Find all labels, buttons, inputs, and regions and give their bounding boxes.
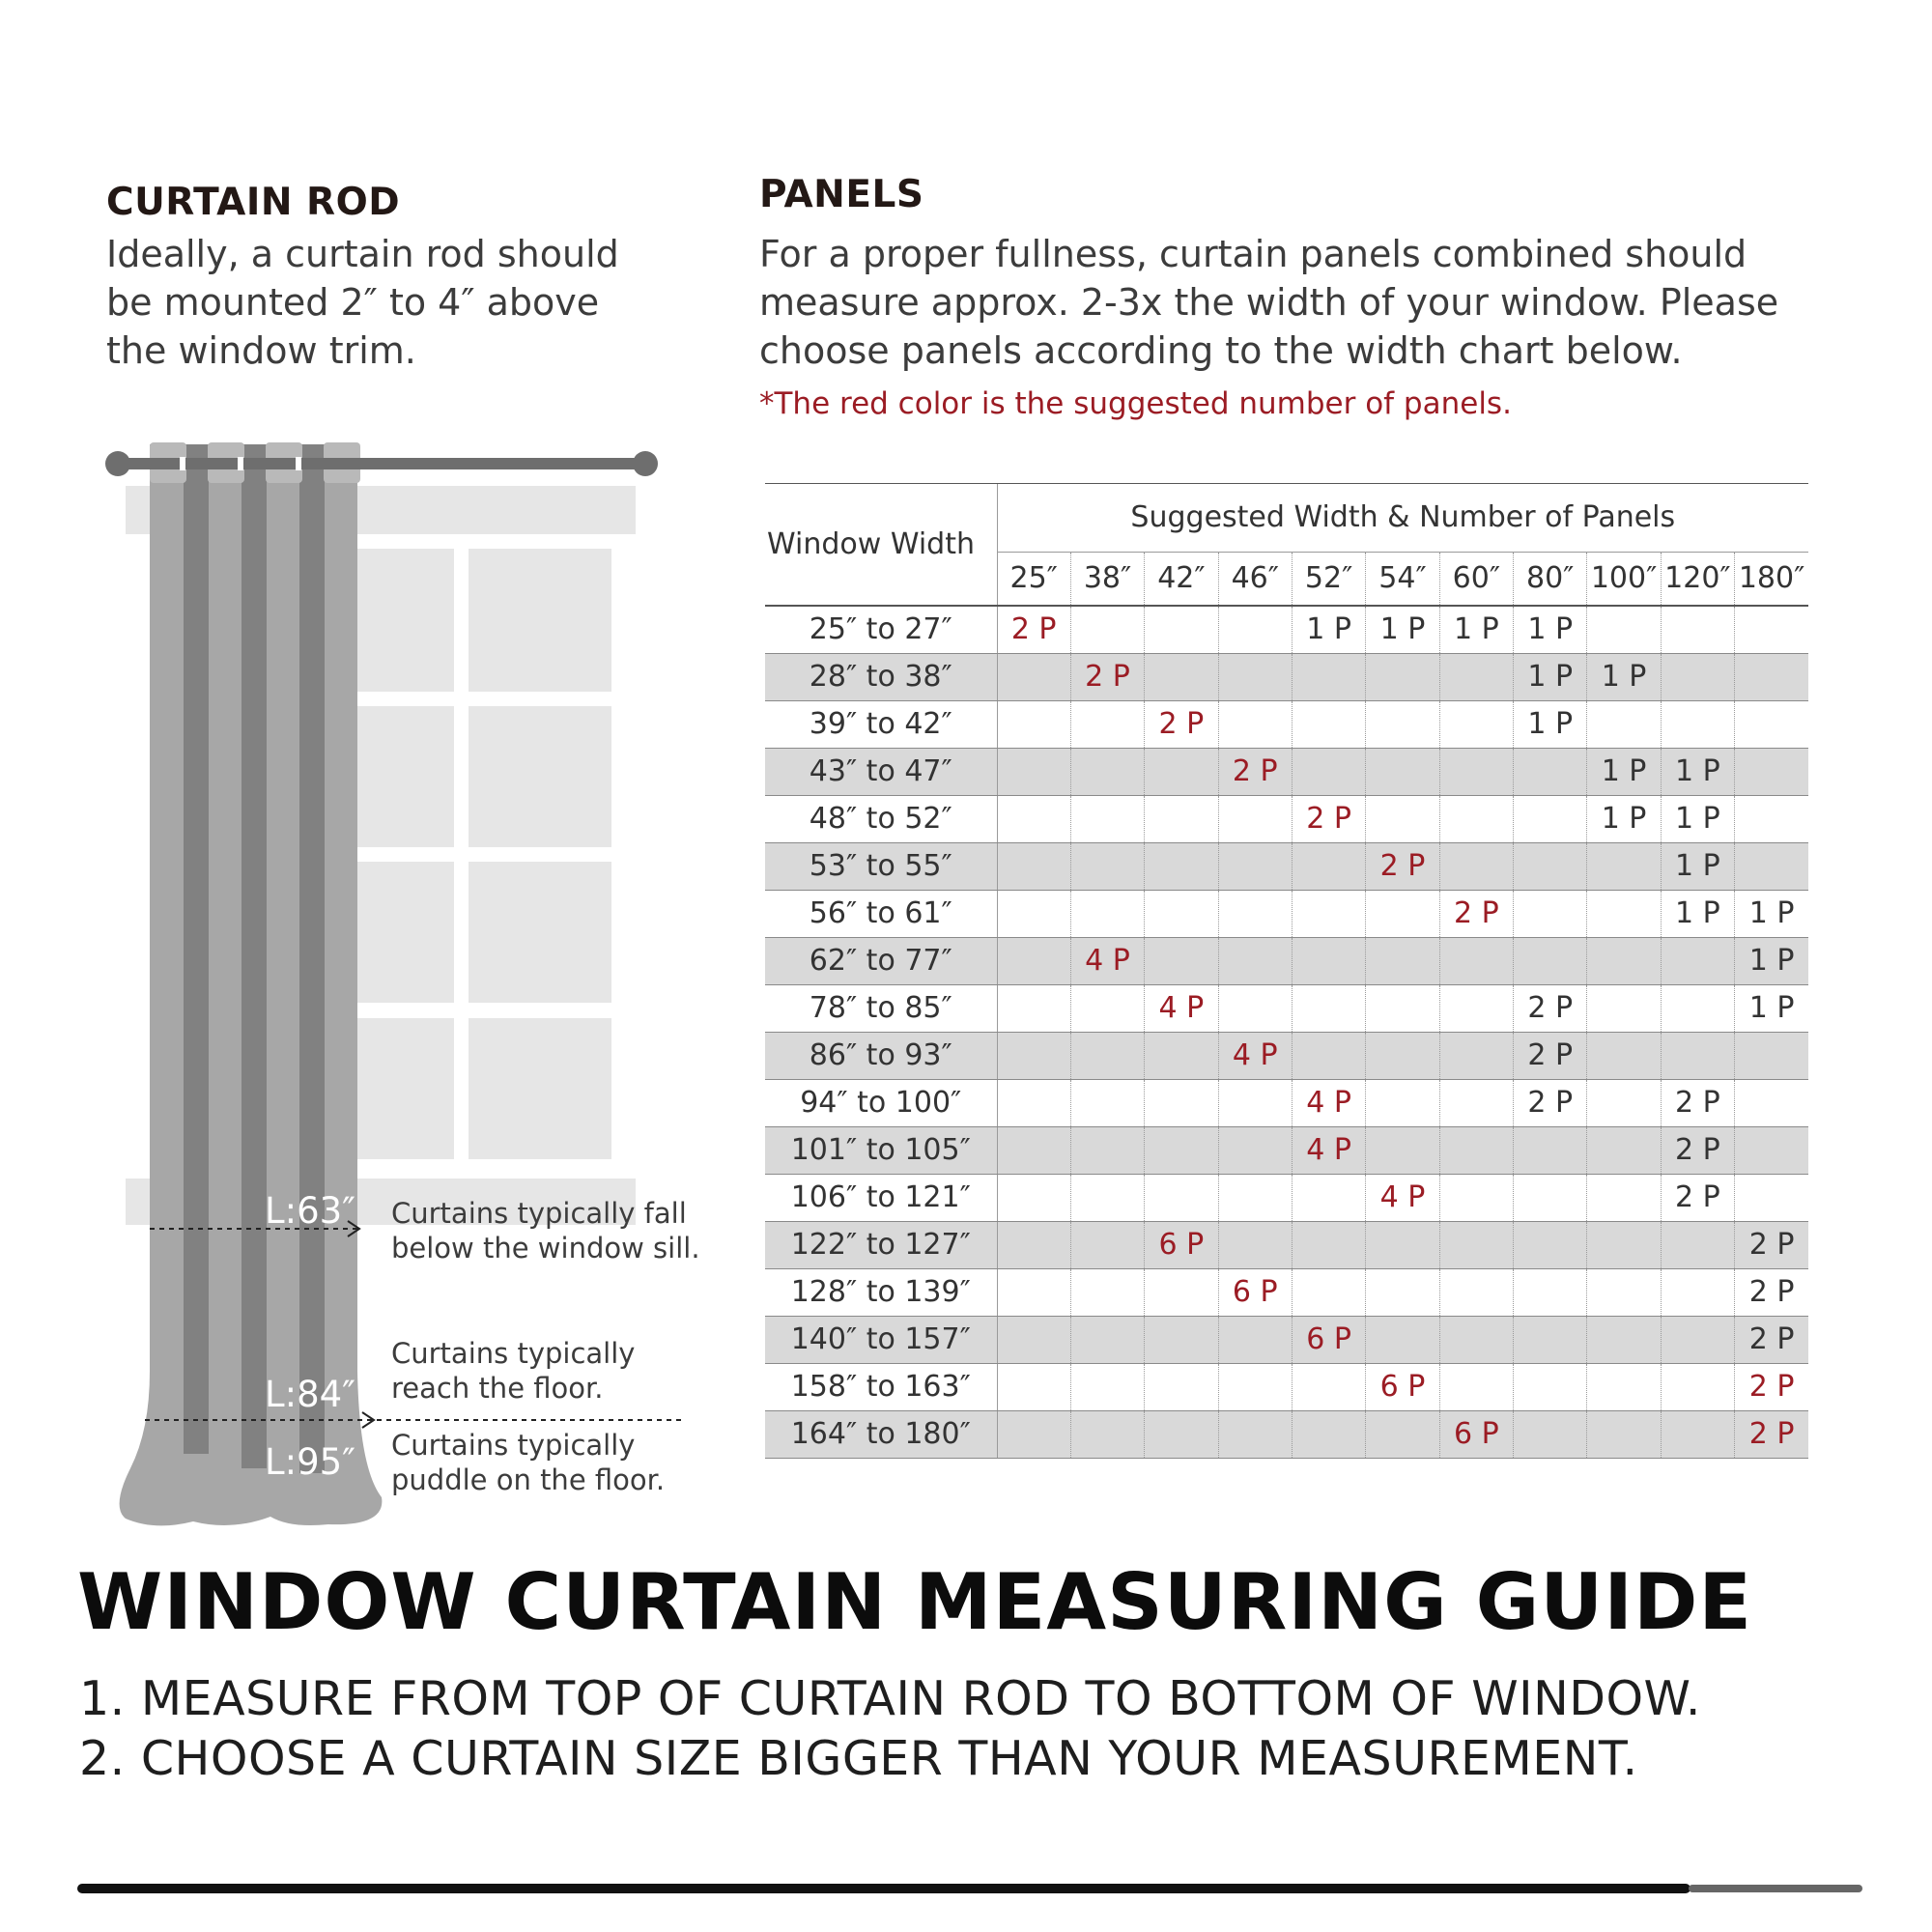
panel-count-cell: 1 P — [1292, 606, 1365, 653]
row-window-width: 28″ to 38″ — [765, 653, 997, 700]
panel-count-cell — [997, 1174, 1070, 1221]
panel-count-cell — [1366, 748, 1439, 795]
panel-count-cell — [1587, 606, 1661, 653]
panel-count-cell — [1218, 1221, 1292, 1268]
panel-count-cell — [1661, 606, 1734, 653]
panel-count-cell — [1218, 1410, 1292, 1458]
row-window-width: 94″ to 100″ — [765, 1079, 997, 1126]
panel-count-cell: 1 P — [1735, 937, 1808, 984]
panel-count-cell — [1292, 1032, 1365, 1079]
table-row — [765, 937, 1808, 984]
panel-count-cell — [1587, 1126, 1661, 1174]
panel-count-cell — [1292, 700, 1365, 748]
table-row — [765, 842, 1808, 890]
length-63-note-line1: Curtains typically fall — [391, 1197, 687, 1230]
length-84-label: L:84″ — [265, 1374, 355, 1415]
panel-count-cell — [1661, 937, 1734, 984]
column-header: 120″ — [1661, 552, 1734, 606]
panel-count-cell — [997, 748, 1070, 795]
row-window-width: 25″ to 27″ — [765, 606, 997, 653]
panel-count-cell — [1587, 1032, 1661, 1079]
column-header: 42″ — [1145, 552, 1218, 606]
panel-count-cell — [1514, 1363, 1587, 1410]
panel-count-cell — [1735, 1032, 1808, 1079]
panel-count-cell — [1366, 1410, 1439, 1458]
panel-count-cell: 1 P — [1735, 890, 1808, 937]
panel-count-cell — [1514, 748, 1587, 795]
panel-count-cell — [1218, 842, 1292, 890]
length-84-note — [391, 1336, 635, 1406]
panel-count-cell: 2 P — [1735, 1268, 1808, 1316]
panel-count-cell — [1070, 984, 1144, 1032]
panel-count-cell — [1439, 1174, 1513, 1221]
panel-count-cell — [997, 890, 1070, 937]
panel-count-cell — [1439, 1221, 1513, 1268]
length-95-note-line2: puddle on the floor. — [391, 1463, 666, 1496]
row-window-width: 140″ to 157″ — [765, 1316, 997, 1363]
panel-count-cell — [1514, 1268, 1587, 1316]
table-row — [765, 653, 1808, 700]
panel-count-cell — [1145, 748, 1218, 795]
panel-count-cell — [1145, 1316, 1218, 1363]
panel-count-cell — [1366, 1032, 1439, 1079]
panel-count-cell: 4 P — [1070, 937, 1144, 984]
panel-count-cell — [1145, 1268, 1218, 1316]
panel-count-cell — [1292, 748, 1365, 795]
guide-step-2: 2. CHOOSE A CURTAIN SIZE BIGGER THAN YOUR MEASUREMENT. — [79, 1731, 1638, 1786]
panel-count-cell: 2 P — [1439, 890, 1513, 937]
panel-count-cell — [1366, 653, 1439, 700]
guide-step-1: 1. MEASURE FROM TOP OF CURTAIN ROD TO BOTTOM OF WINDOW. — [79, 1671, 1701, 1726]
panel-count-cell — [1070, 1079, 1144, 1126]
rod-finial-left — [105, 451, 130, 476]
panel-count-cell — [1587, 1221, 1661, 1268]
panel-count-cell — [1514, 1174, 1587, 1221]
panel-count-cell — [1145, 653, 1218, 700]
panel-count-cell — [1514, 795, 1587, 842]
panel-count-cell — [1145, 1126, 1218, 1174]
panel-count-cell — [1145, 890, 1218, 937]
panel-count-cell — [1292, 842, 1365, 890]
panel-count-cell — [1218, 700, 1292, 748]
length-63-note — [391, 1196, 700, 1265]
panel-count-cell — [1218, 1363, 1292, 1410]
panel-count-cell — [1145, 1032, 1218, 1079]
panel-count-cell — [1292, 653, 1365, 700]
panel-count-cell — [1070, 890, 1144, 937]
panel-count-cell: 1 P — [1514, 606, 1587, 653]
column-header: 25″ — [997, 552, 1070, 606]
panel-count-cell — [1070, 1268, 1144, 1316]
panel-count-cell — [1439, 984, 1513, 1032]
row-window-width: 122″ to 127″ — [765, 1221, 997, 1268]
panel-count-cell — [1439, 1268, 1513, 1316]
rod-finial-right — [633, 451, 658, 476]
panel-count-cell — [997, 700, 1070, 748]
curtain-fold — [184, 444, 209, 1454]
panel-count-cell — [1218, 984, 1292, 1032]
panel-count-cell — [1439, 748, 1513, 795]
panel-count-cell: 2 P — [1735, 1363, 1808, 1410]
panel-count-cell — [1218, 1174, 1292, 1221]
panel-count-cell — [1735, 1174, 1808, 1221]
panel-count-cell — [1514, 1410, 1587, 1458]
panel-count-cell — [1735, 842, 1808, 890]
panel-count-cell: 2 P — [1292, 795, 1365, 842]
window-width-header: Window Width — [765, 484, 997, 606]
row-window-width: 106″ to 121″ — [765, 1174, 997, 1221]
length-95-note — [391, 1428, 665, 1497]
footer-bar-dark — [77, 1884, 1690, 1893]
panel-count-cell — [1735, 700, 1808, 748]
panel-count-cell: 1 P — [1587, 795, 1661, 842]
panel-count-cell — [1218, 653, 1292, 700]
row-window-width: 128″ to 139″ — [765, 1268, 997, 1316]
panel-count-cell — [1587, 1079, 1661, 1126]
table-row — [765, 984, 1808, 1032]
table-row — [765, 1032, 1808, 1079]
curtain-rod-text: Ideally, a curtain rod should be mounted 2″ to 4″ above the window trim. — [106, 233, 619, 372]
panel-count-cell: 2 P — [1661, 1174, 1734, 1221]
panel-count-cell — [1439, 1126, 1513, 1174]
panel-count-cell: 6 P — [1439, 1410, 1513, 1458]
column-header: 38″ — [1070, 552, 1144, 606]
panel-count-cell: 2 P — [1145, 700, 1218, 748]
panel-count-cell: 1 P — [1661, 890, 1734, 937]
panel-count-cell — [1366, 937, 1439, 984]
panel-count-cell — [1070, 795, 1144, 842]
width-chart — [765, 483, 1808, 1459]
panel-count-cell — [1661, 1221, 1734, 1268]
panel-count-cell — [1439, 1316, 1513, 1363]
panel-count-cell — [1218, 606, 1292, 653]
panel-count-cell — [1070, 1032, 1144, 1079]
panel-count-cell: 6 P — [1292, 1316, 1365, 1363]
panel-count-cell — [1366, 1316, 1439, 1363]
panel-count-cell — [997, 1032, 1070, 1079]
column-header: 46″ — [1218, 552, 1292, 606]
table-row — [765, 1079, 1808, 1126]
panel-count-cell: 2 P — [1070, 653, 1144, 700]
panel-count-cell: 2 P — [1661, 1079, 1734, 1126]
table-row — [765, 1126, 1808, 1174]
panel-count-cell — [1587, 1316, 1661, 1363]
panel-count-cell: 4 P — [1145, 984, 1218, 1032]
panel-count-cell — [1292, 1268, 1365, 1316]
panel-count-cell — [997, 1410, 1070, 1458]
panel-count-cell: 2 P — [1735, 1221, 1808, 1268]
table-row — [765, 1221, 1808, 1268]
panel-count-cell: 1 P — [1439, 606, 1513, 653]
panel-count-cell — [1070, 1126, 1144, 1174]
panel-count-cell — [1145, 606, 1218, 653]
panel-count-cell — [997, 653, 1070, 700]
panel-count-cell — [1366, 1126, 1439, 1174]
panel-count-cell: 1 P — [1661, 795, 1734, 842]
panel-count-cell — [1070, 1221, 1144, 1268]
curtain-rod — [116, 458, 647, 469]
panel-count-cell — [1070, 700, 1144, 748]
panel-count-cell — [1145, 1079, 1218, 1126]
length-84-note-line2: reach the floor. — [391, 1372, 604, 1405]
window-panes — [348, 549, 611, 1159]
panel-count-cell — [1661, 1316, 1734, 1363]
panel-count-cell — [1292, 1174, 1365, 1221]
panel-count-cell — [1145, 1410, 1218, 1458]
panel-count-cell — [997, 1221, 1070, 1268]
panel-count-cell — [1439, 700, 1513, 748]
panel-count-cell — [1661, 1268, 1734, 1316]
panel-count-cell — [1735, 606, 1808, 653]
panel-count-cell: 2 P — [1514, 1032, 1587, 1079]
panel-count-cell: 1 P — [1661, 842, 1734, 890]
panel-count-cell — [1514, 1316, 1587, 1363]
panel-count-cell: 4 P — [1366, 1174, 1439, 1221]
panel-count-cell — [1070, 1410, 1144, 1458]
curtain-fold — [299, 444, 325, 1473]
panel-count-cell — [1587, 984, 1661, 1032]
panel-count-cell — [997, 1079, 1070, 1126]
panel-count-cell — [997, 1268, 1070, 1316]
panel-count-cell — [1514, 937, 1587, 984]
panel-count-cell: 4 P — [1292, 1079, 1365, 1126]
panel-count-cell: 1 P — [1735, 984, 1808, 1032]
panel-count-cell — [1218, 1316, 1292, 1363]
panel-count-cell — [1145, 937, 1218, 984]
panel-count-cell — [1366, 1221, 1439, 1268]
panel-count-cell: 1 P — [1514, 653, 1587, 700]
panel-count-cell: 1 P — [1661, 748, 1734, 795]
panel-count-cell: 2 P — [1366, 842, 1439, 890]
panel-count-cell — [1514, 1221, 1587, 1268]
row-window-width: 86″ to 93″ — [765, 1032, 997, 1079]
panel-count-cell — [1145, 1363, 1218, 1410]
panel-count-cell — [1366, 700, 1439, 748]
panel-count-cell — [1439, 795, 1513, 842]
panel-count-cell — [1735, 653, 1808, 700]
panel-count-cell — [1439, 842, 1513, 890]
panel-count-cell — [1661, 1363, 1734, 1410]
panel-count-cell — [1439, 937, 1513, 984]
panel-count-cell — [1439, 653, 1513, 700]
column-header: 180″ — [1735, 552, 1808, 606]
row-window-width: 101″ to 105″ — [765, 1126, 997, 1174]
row-window-width: 43″ to 47″ — [765, 748, 997, 795]
panel-count-cell — [1587, 1174, 1661, 1221]
panel-count-cell: 6 P — [1366, 1363, 1439, 1410]
panel-count-cell — [1292, 937, 1365, 984]
panel-count-cell — [1514, 842, 1587, 890]
panel-count-cell — [1735, 1079, 1808, 1126]
curtain-fold — [242, 444, 267, 1468]
panel-count-cell — [997, 1126, 1070, 1174]
panel-count-cell — [1292, 1363, 1365, 1410]
panel-count-cell — [1661, 1410, 1734, 1458]
panel-count-cell — [1145, 842, 1218, 890]
panel-count-cell: 6 P — [1218, 1268, 1292, 1316]
table-row — [765, 700, 1808, 748]
panel-count-cell — [1587, 1363, 1661, 1410]
panel-count-cell — [1070, 748, 1144, 795]
panel-count-cell — [1735, 748, 1808, 795]
panel-count-cell — [1366, 890, 1439, 937]
panel-count-cell: 1 P — [1587, 653, 1661, 700]
panel-count-cell — [1070, 842, 1144, 890]
column-header: 60″ — [1439, 552, 1513, 606]
panel-count-cell: 1 P — [1514, 700, 1587, 748]
panel-count-cell — [1218, 937, 1292, 984]
panel-count-cell: 4 P — [1292, 1126, 1365, 1174]
panel-count-cell — [1439, 1079, 1513, 1126]
panel-count-cell — [1587, 842, 1661, 890]
panels-heading: PANELS — [759, 173, 924, 216]
panel-count-cell — [1661, 1032, 1734, 1079]
row-window-width: 56″ to 61″ — [765, 890, 997, 937]
panel-count-cell — [997, 937, 1070, 984]
panel-count-cell — [1514, 1126, 1587, 1174]
panel-count-cell: 6 P — [1145, 1221, 1218, 1268]
table-row — [765, 890, 1808, 937]
column-header: 52″ — [1292, 552, 1365, 606]
panel-count-cell: 2 P — [1661, 1126, 1734, 1174]
red-color-note: *The red color is the suggested number of panels. — [759, 386, 1512, 421]
panel-count-cell — [1366, 795, 1439, 842]
panel-count-cell — [997, 795, 1070, 842]
panel-count-cell — [1439, 1032, 1513, 1079]
table-row — [765, 1363, 1808, 1410]
panel-count-cell — [1514, 890, 1587, 937]
panel-count-cell — [997, 1316, 1070, 1363]
table-row — [765, 1410, 1808, 1458]
row-window-width: 78″ to 85″ — [765, 984, 997, 1032]
table-row — [765, 1174, 1808, 1221]
footer-bar-gray — [1689, 1885, 1862, 1892]
column-header: 80″ — [1514, 552, 1587, 606]
panel-count-cell: 4 P — [1218, 1032, 1292, 1079]
column-header: 54″ — [1366, 552, 1439, 606]
panel-count-cell — [1735, 1126, 1808, 1174]
panel-count-cell — [1587, 1268, 1661, 1316]
panel-count-cell — [1292, 890, 1365, 937]
length-63-note-line2: below the window sill. — [391, 1232, 700, 1264]
panel-count-cell — [1292, 1221, 1365, 1268]
panels-text: For a proper fullness, curtain panels combined should measure approx. 2-3x the width of your window. Please choose panels according to the width chart below. — [759, 233, 1779, 372]
panel-count-cell: 2 P — [1514, 1079, 1587, 1126]
table-row — [765, 1316, 1808, 1363]
panel-count-cell — [997, 842, 1070, 890]
panel-count-cell — [1587, 937, 1661, 984]
panel-count-cell — [1218, 890, 1292, 937]
row-window-width: 53″ to 55″ — [765, 842, 997, 890]
panel-count-cell — [1661, 984, 1734, 1032]
panel-count-cell: 2 P — [997, 606, 1070, 653]
panel-count-cell — [1145, 795, 1218, 842]
row-window-width: 48″ to 52″ — [765, 795, 997, 842]
row-window-width: 158″ to 163″ — [765, 1363, 997, 1410]
panel-count-cell — [1366, 984, 1439, 1032]
length-84-note-line1: Curtains typically — [391, 1337, 636, 1370]
length-63-label: L:63″ — [265, 1190, 355, 1232]
panel-count-cell: 2 P — [1218, 748, 1292, 795]
panel-count-cell — [1070, 1316, 1144, 1363]
panel-count-cell — [1366, 1268, 1439, 1316]
panel-count-cell: 2 P — [1735, 1410, 1808, 1458]
panel-count-cell — [1145, 1174, 1218, 1221]
panel-count-cell — [1218, 795, 1292, 842]
suggested-width-header: Suggested Width & Number of Panels — [997, 484, 1808, 552]
panel-count-cell: 1 P — [1587, 748, 1661, 795]
panel-count-cell — [1366, 1079, 1439, 1126]
table-row — [765, 748, 1808, 795]
curtain-rod-heading: CURTAIN ROD — [106, 181, 401, 224]
table-row — [765, 1268, 1808, 1316]
panel-count-cell — [1292, 984, 1365, 1032]
length-95-label: L:95″ — [265, 1441, 355, 1483]
panel-count-cell — [997, 984, 1070, 1032]
panel-count-cell: 1 P — [1366, 606, 1439, 653]
panel-count-cell — [1587, 700, 1661, 748]
panel-count-cell — [1218, 1079, 1292, 1126]
table-row — [765, 606, 1808, 653]
panel-count-cell — [1070, 1174, 1144, 1221]
panel-count-cell — [1661, 653, 1734, 700]
panel-count-cell — [1292, 1410, 1365, 1458]
guide-title: WINDOW CURTAIN MEASURING GUIDE — [77, 1557, 1753, 1647]
panel-count-cell — [997, 1363, 1070, 1410]
panel-count-cell — [1735, 795, 1808, 842]
panel-count-cell — [1070, 1363, 1144, 1410]
panel-count-cell — [1587, 890, 1661, 937]
column-header: 100″ — [1587, 552, 1661, 606]
panel-count-cell — [1439, 1363, 1513, 1410]
row-window-width: 164″ to 180″ — [765, 1410, 997, 1458]
panel-count-cell — [1661, 700, 1734, 748]
row-window-width: 62″ to 77″ — [765, 937, 997, 984]
length-95-note-line1: Curtains typically — [391, 1429, 636, 1462]
panel-count-cell — [1587, 1410, 1661, 1458]
panel-count-cell: 2 P — [1735, 1316, 1808, 1363]
panel-count-cell: 2 P — [1514, 984, 1587, 1032]
panel-count-cell — [1218, 1126, 1292, 1174]
row-window-width: 39″ to 42″ — [765, 700, 997, 748]
table-row — [765, 795, 1808, 842]
width-chart-table — [765, 484, 1808, 1459]
panel-count-cell — [1070, 606, 1144, 653]
